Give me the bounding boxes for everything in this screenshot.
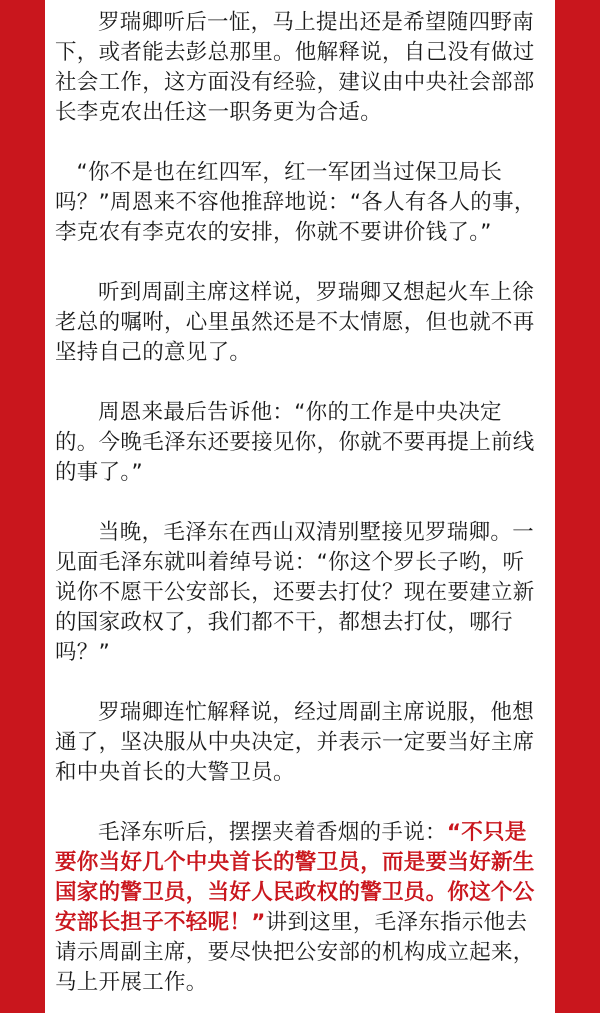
paragraph-7-outro: 讲到这里，毛泽东指示他去请示周副主席，要尽快把公安部的机构成立起来，马上开展工作。 — [55, 910, 535, 995]
highlighted-quote: “不只是要你当好几个中央首长的警卫员，而是要当好新生国家的警卫员，当好人民政权的警卫员。你这个公安部长担子不轻呢！” — [55, 820, 535, 935]
paragraph-3: 听到周副主席这样说，罗瑞卿又想起火车上徐老总的嘱咐，心里虽然还是不太情愿，但也就不再坚持自己的意见了。 — [55, 280, 535, 365]
paragraph-7-intro: 毛泽东听后，摆摆夹着香烟的手说： — [98, 820, 447, 845]
right-red-border — [555, 0, 600, 1013]
paragraph-7 — [55, 818, 545, 998]
paragraph-1: 罗瑞卿听后一怔，马上提出还是希望随四野南下，或者能去彭总那里。他解释说，自己没有做过社会工作，这方面没有经验，建议由中央社会部部长李克农出任这一职务更为合适。 — [55, 10, 535, 125]
paragraph-4: 周恩来最后告诉他：“你的工作是中央决定的。今晚毛泽东还要接见你，你就不要再提上前线的事了。” — [55, 400, 535, 485]
article-body — [55, 8, 545, 998]
left-red-border — [0, 0, 45, 1013]
paragraph-5: 当晚，毛泽东在西山双清别墅接见罗瑞卿。一见面毛泽东就叫着绰号说：“你这个罗长子哟，听说你不愿干公安部长，还要去打仗？现在要建立新的国家政权了，我们都不干，都想去打仗，哪行吗？” — [55, 520, 535, 665]
paragraph-6: 罗瑞卿连忙解释说，经过周副主席说服，他想通了，坚决服从中央决定，并表示一定要当好主席和中央首长的大警卫员。 — [55, 700, 535, 785]
paragraph-2: “你不是也在红四军，红一军团当过保卫局长吗？”周恩来不容他推辞地说：“各人有各人的事，李克农有李克农的安排，你就不要讲价钱了。” — [55, 160, 536, 245]
